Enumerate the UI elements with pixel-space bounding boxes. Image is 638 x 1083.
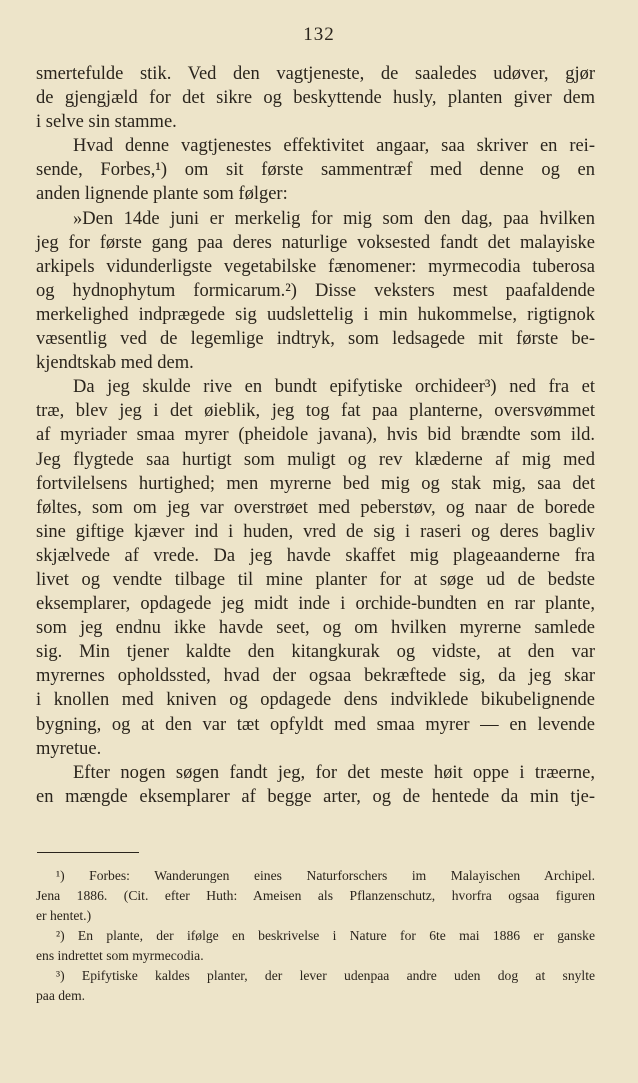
text-line: sende, Forbes,¹) om sit første sammentræf med denne og en bbox=[36, 160, 595, 181]
footnote-line: ens indrettet som myrmecodia. bbox=[36, 948, 204, 963]
text-line: jeg for første gang paa deres naturlige voksested fandt det malayiske bbox=[36, 232, 595, 253]
text-line: smertefulde stik. Ved den vagtjeneste, de saaledes udøver, gjør bbox=[36, 64, 595, 84]
text-line: eksemplarer, opdagede jeg midt inde i orchide-bundten en rar plante, bbox=[36, 594, 595, 615]
text-line: træ, blev jeg i det øieblik, jeg tog fat paa planterne, oversvømmet bbox=[36, 401, 595, 422]
text-line: væsentlig ved de legemlige indtryk, som ledsagede mit første be- bbox=[36, 329, 595, 350]
footnote-line: Jena 1886. (Cit. efter Huth: Ameisen als Pflanzenschutz, hvorfra ogsaa figuren bbox=[36, 888, 595, 903]
text-line: myretue. bbox=[36, 738, 102, 759]
text-line: de gjengjæld for det sikre og beskyttende husly, planten giver dem bbox=[36, 88, 595, 109]
text-line: i selve sin stamme. bbox=[36, 112, 177, 133]
text-line: Jeg flygtede saa hurtigt som muligt og rev klæderne af mig med bbox=[36, 449, 595, 470]
text-line: livet og vendte tilbage til mine planter for at søge ud de bedste bbox=[36, 569, 595, 590]
footnote-divider bbox=[37, 852, 139, 853]
text-line: som jeg endnu ikke havde seet, og om hvilken myrerne samlede bbox=[36, 618, 595, 639]
text-line: fortvilelsens hurtighed; men myrerne bed mig og stak mig, saa det bbox=[36, 473, 595, 494]
text-line: og hydnophytum formicarum.²) Disse veksters mest paafaldende bbox=[36, 280, 595, 301]
footnote-line: paa dem. bbox=[36, 988, 86, 1003]
text-line: Hvad denne vagtjenestes effektivitet angaar, saa skriver en rei- bbox=[73, 136, 595, 157]
text-line: arkipels vidunderligste vegetabilske fænomener: myrmecodia tuberosa bbox=[36, 256, 595, 277]
text-line: af myriader smaa myrer (pheidole javana), hvis bid brændte som ild. bbox=[36, 425, 595, 446]
text-line: Efter nogen søgen fandt jeg, for det meste høit oppe i træerne, bbox=[73, 762, 595, 783]
text-line: myrernes opholdssted, hvad der ogsaa bekræftede sig, da jeg skar bbox=[36, 666, 595, 687]
page-number: 132 bbox=[303, 24, 335, 45]
text-line: i knollen med kniven og opdagede dens indviklede bikubelignende bbox=[36, 690, 595, 711]
text-line: »Den 14de juni er merkelig for mig som den dag, paa hvilken bbox=[73, 208, 595, 229]
body-text bbox=[36, 62, 595, 809]
text-line: sig. Min tjener kaldte den kitangkurak og vidste, at den var bbox=[36, 642, 595, 663]
text-line: føltes, som om jeg var overstrøet med peberstøv, og naar de borede bbox=[36, 497, 595, 518]
text-line: en mængde eksemplarer af begge arter, og de hentede da min tje- bbox=[36, 786, 595, 807]
footnote-line: ¹) Forbes: Wanderungen eines Naturforschers im Malayischen Archipel. bbox=[56, 868, 595, 883]
footnotes bbox=[36, 866, 595, 1006]
text-line: merkelighed indprægede sig uudslettelig i min hukommelse, rigtignok bbox=[36, 304, 595, 325]
text-line: Da jeg skulde rive en bundt epifytiske orchideer³) ned fra et bbox=[73, 377, 595, 398]
text-line: anden lignende plante som følger: bbox=[36, 184, 288, 205]
text-line: bygning, og at den var tæt opfyldt med smaa myrer — en levende bbox=[36, 714, 595, 735]
footnote-line: ²) En plante, der ifølge en beskrivelse i Nature for 6te mai 1886 er ganske bbox=[56, 928, 595, 943]
footnote-line: ³) Epifytiske kaldes planter, der lever udenpaa andre uden dog at snylte bbox=[56, 968, 595, 983]
footnote-line: er hentet.) bbox=[36, 908, 92, 923]
text-line: skjælvede af vrede. Da jeg havde skaffet mig plageaanderne fra bbox=[36, 545, 595, 566]
text-line: sine giftige kjæver ind i huden, vred de sig i raseri og deres bagliv bbox=[36, 521, 595, 542]
text-line: kjendtskab med dem. bbox=[36, 353, 194, 374]
